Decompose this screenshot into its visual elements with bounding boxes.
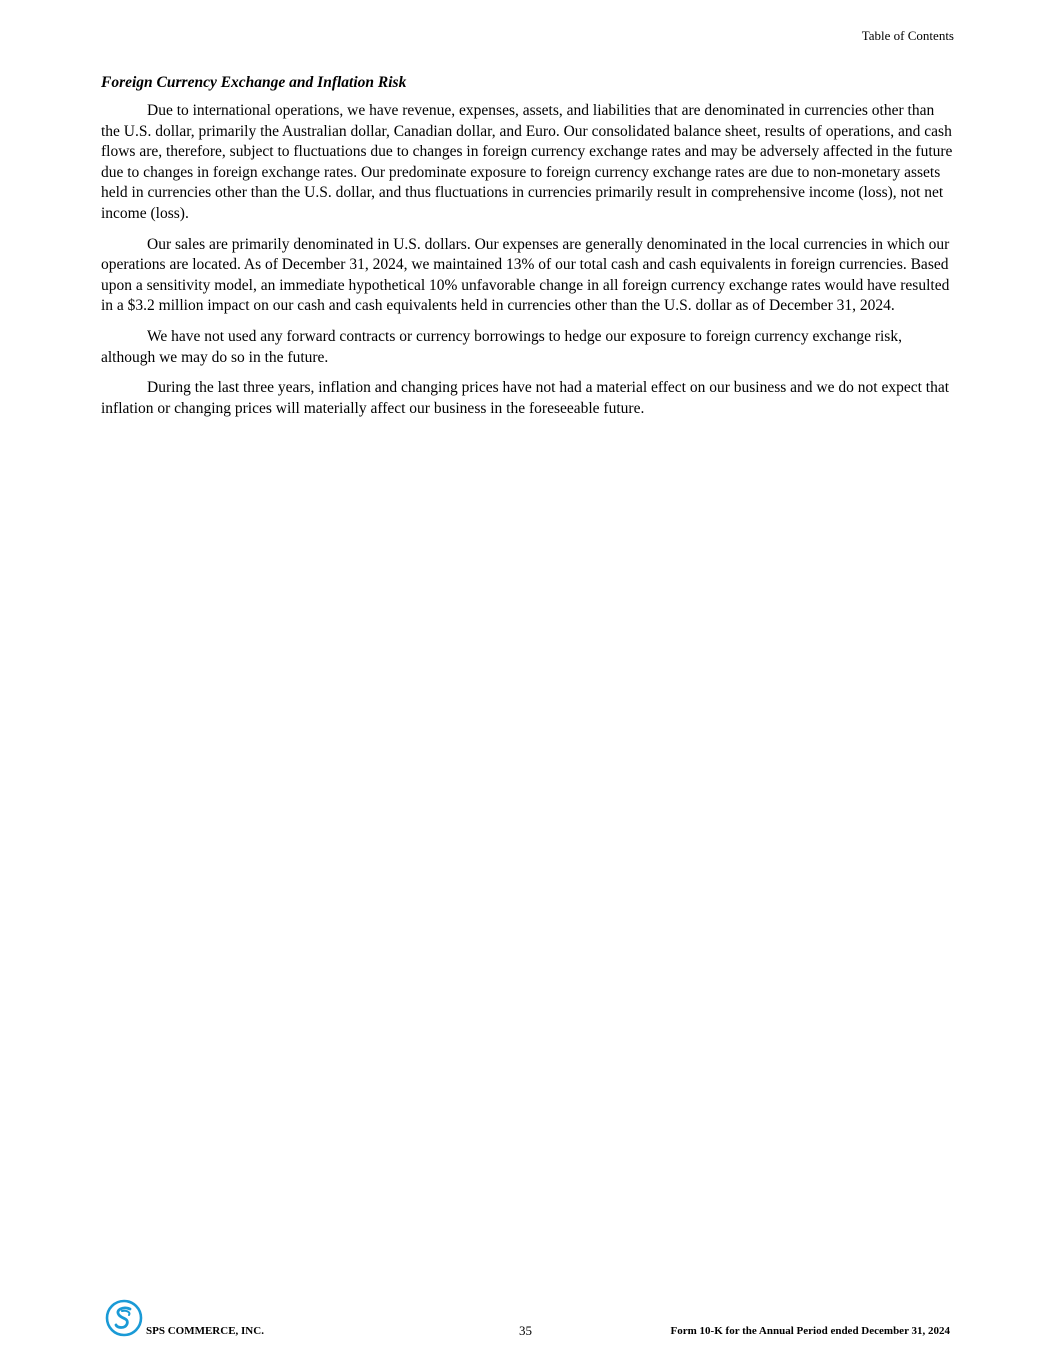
page-footer [0,1296,1055,1346]
section-heading: Foreign Currency Exchange and Inflation Risk [101,74,407,91]
form-label: Form 10-K for the Annual Period ended December 31, 2024 [670,1325,950,1337]
sps-logo-icon [104,1298,144,1338]
document-body [101,73,955,429]
company-name: SPS COMMERCE, INC. [146,1325,264,1337]
paragraph-hedging: We have not used any forward contracts or currency borrowings to hedge our exposure to foreign currency exchange risk, although we may do so in the future. [101,327,902,366]
table-of-contents-link[interactable]: Table of Contents [861,28,954,43]
paragraph-sales-denomination: Our sales are primarily denominated in U.S. dollars. Our expenses are generally denominated in the local currencies in which our operations are located. As of December 31, 2024, we maintained 13% of our total cash and cash equivalents in foreign currencies. Based upon a sensitivity model, an immediate hypothetical 10% unfavorable change in all foreign currency exchange rates would have resulted in a $3.2 million impact on our cash and cash equivalents held in currencies other than the U.S. dollar as of December 31, 2024. [101,235,950,315]
paragraph-currency-exposure: Due to international operations, we have revenue, expenses, assets, and liabilities that are denominated in currencies other than the U.S. dollar, primarily the Australian dollar, Canadian dollar, and Euro. Our consolidated balance sheet, results of operations, and cash flows are, therefore, subject to fluctuations due to changes in foreign currency exchange rates and may be adversely affected in the future due to changes in foreign exchange rates. Our predominate exposure to foreign currency exchange rates are due to non-monetary assets held in currencies other than the U.S. dollar, and thus fluctuations in currencies primarily result in comprehensive income (loss), not net income (loss). [101,102,953,222]
page-number: 35 [519,1323,532,1338]
paragraph-inflation: During the last three years, inflation and changing prices have not had a material effect on our business and we do not expect that inflation or changing prices will materially affect our business in the foreseeable future. [101,379,950,417]
